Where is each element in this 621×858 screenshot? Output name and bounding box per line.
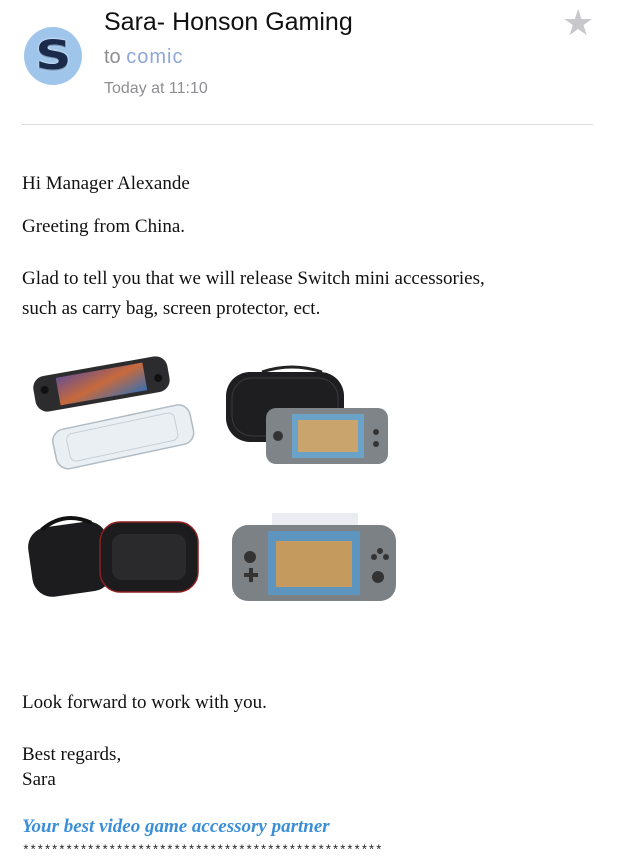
signature-tagline: Your best video game accessory partner [22,816,330,837]
greeting-line: Hi Manager Alexande [22,173,190,194]
signature-separator: ************************************************** [22,843,383,858]
star-icon[interactable]: ★ [562,2,595,43]
product-image-clear-case[interactable] [28,346,198,476]
product-image-open-case[interactable] [26,514,204,606]
avatar-letter: S [34,33,72,79]
regards-line: Best regards, [22,744,122,765]
announcement-line-1: Glad to tell you that we will release Switch mini accessories, [22,268,485,289]
timestamp: Today at 11:10 [104,80,208,97]
recipient-line[interactable] [104,46,183,72]
product-image-carry-case[interactable] [222,360,392,470]
signer-name: Sara [22,769,56,790]
greeting-from-line: Greeting from China. [22,216,186,237]
product-image-screen-protector[interactable] [230,513,400,603]
header-divider [22,124,593,125]
avatar[interactable] [24,27,82,85]
closing-line: Look forward to work with you. [22,692,267,713]
announcement-line-2: such as carry bag, screen protector, ect. [22,298,321,319]
recipient-address[interactable]: comic [126,46,184,68]
sender-name[interactable]: Sara- Honson Gaming [104,8,353,36]
to-label: to [104,46,121,68]
